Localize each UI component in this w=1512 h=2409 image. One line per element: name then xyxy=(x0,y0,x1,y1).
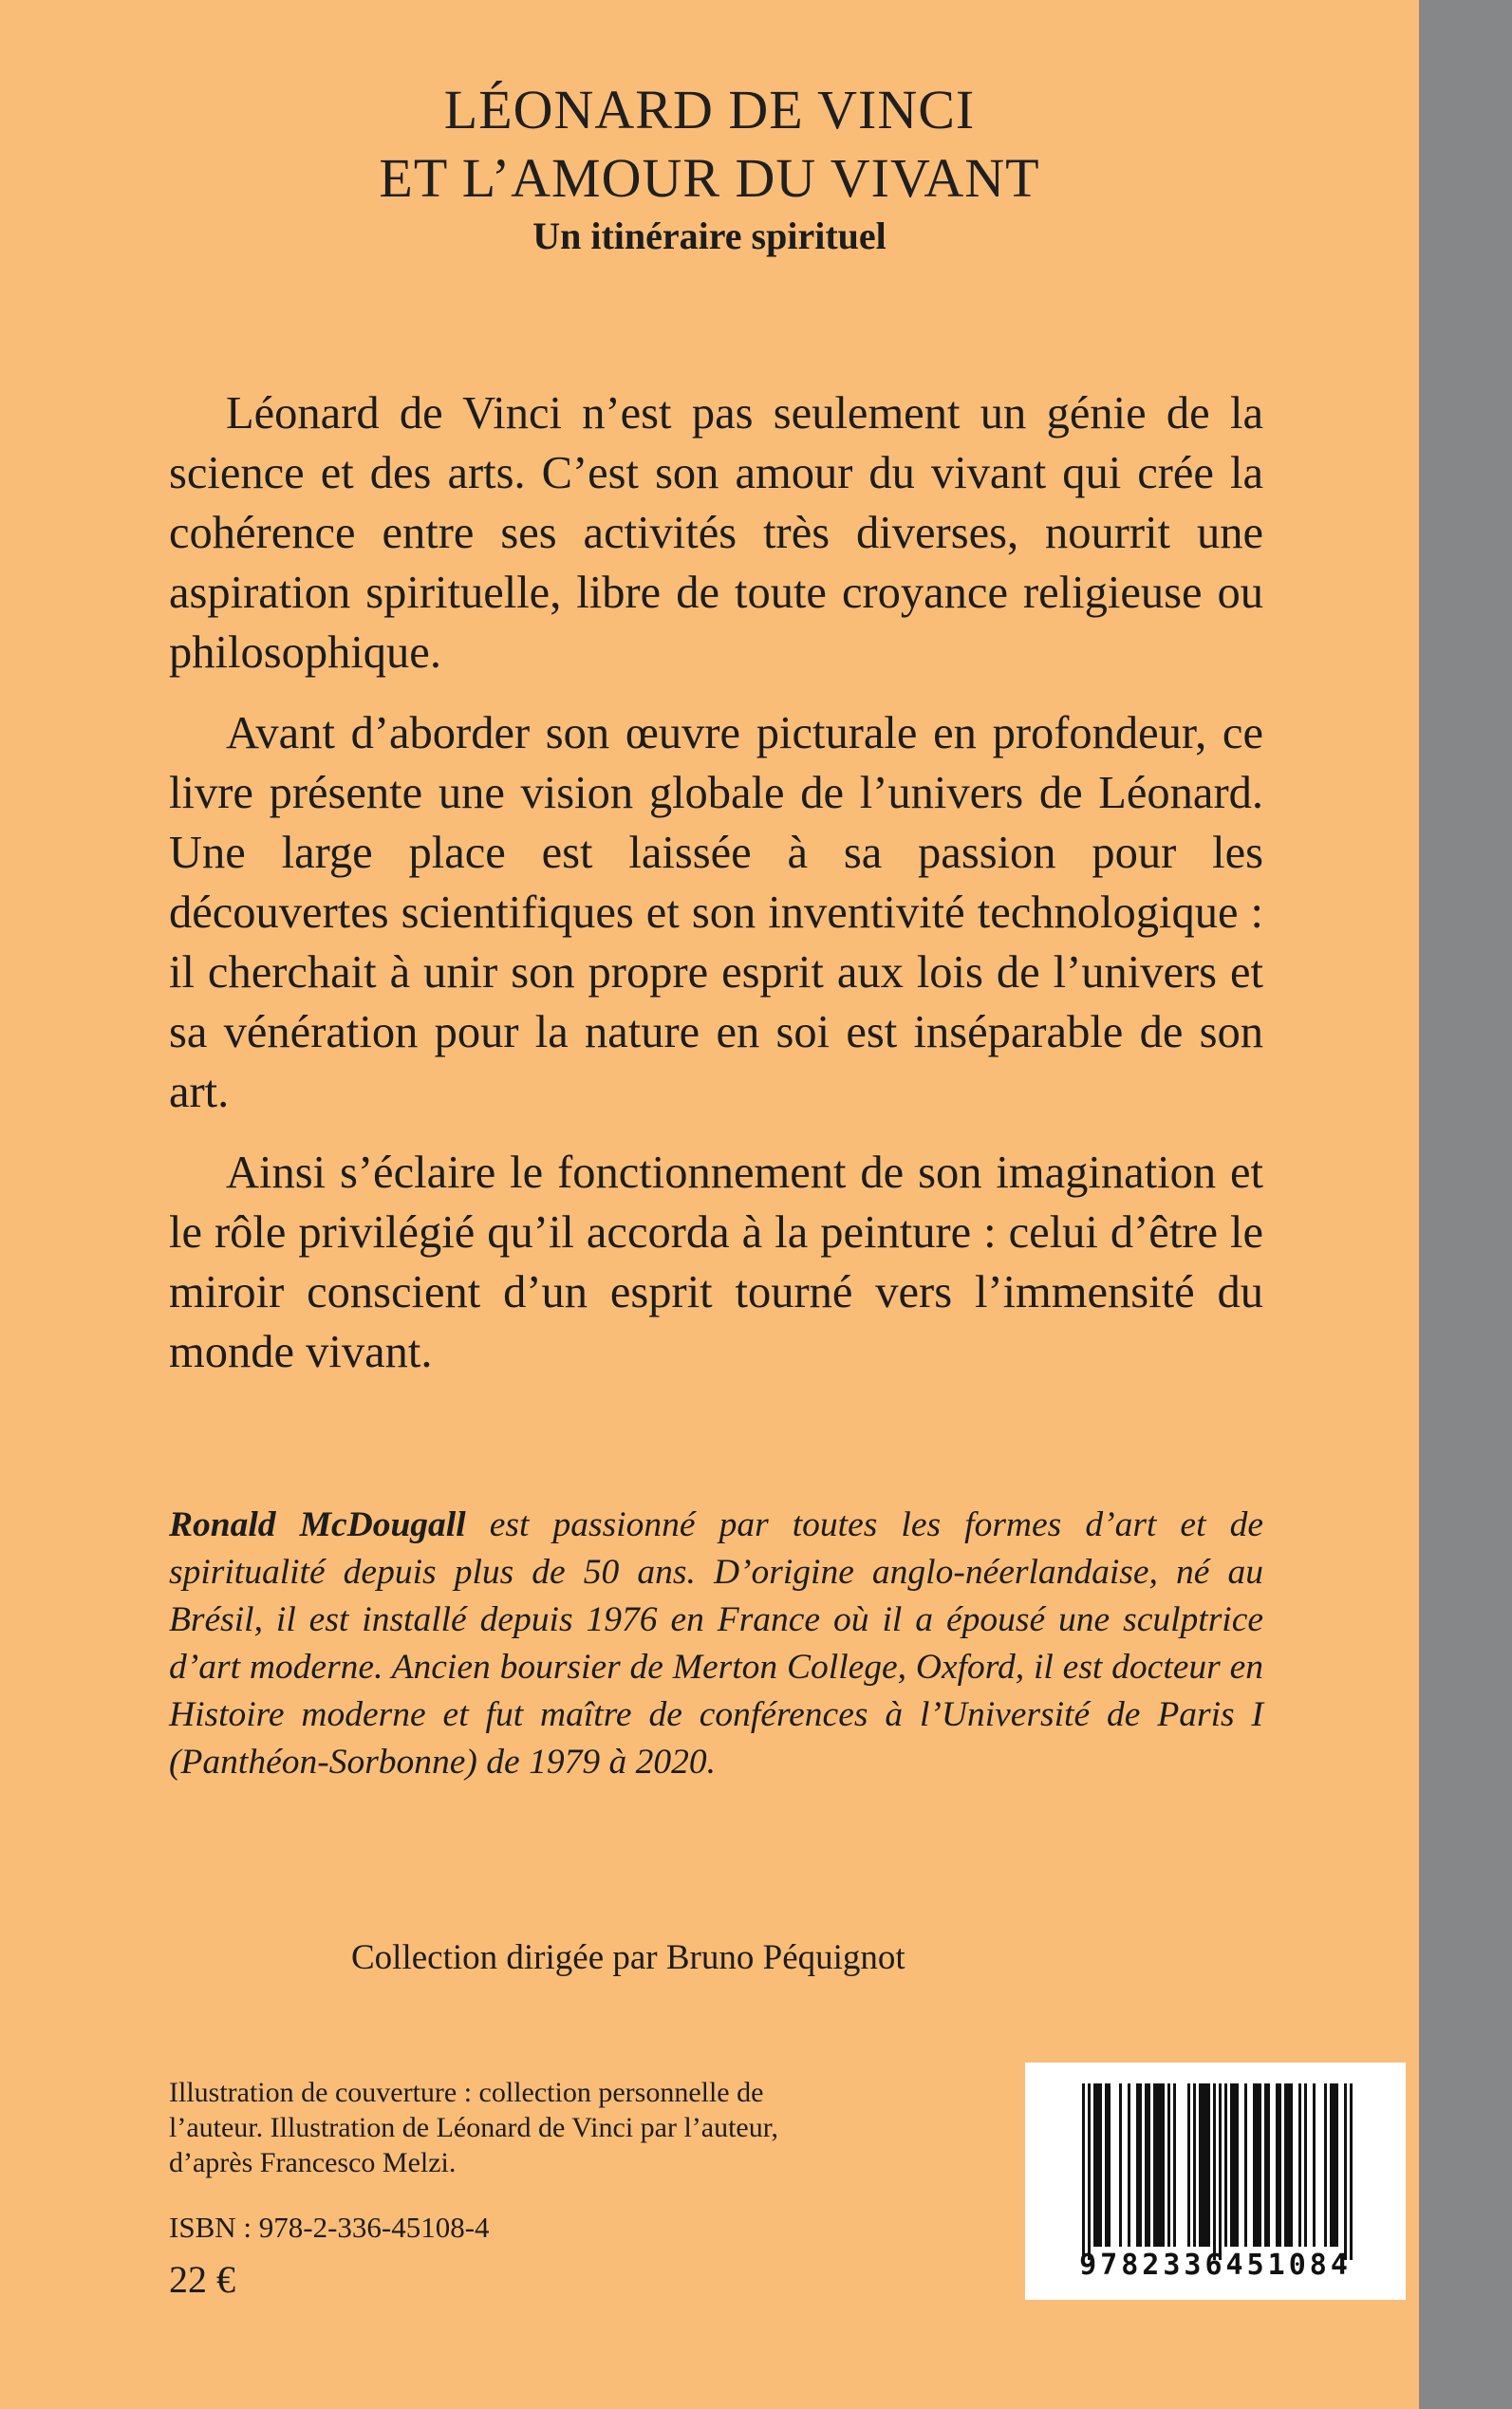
barcode-bar xyxy=(1213,2083,1216,2260)
barcode-bar xyxy=(1093,2083,1096,2247)
barcode-bar xyxy=(1253,2083,1256,2247)
barcode-bar xyxy=(1267,2083,1270,2247)
barcode-bar xyxy=(1153,2083,1156,2247)
barcode-bar xyxy=(1313,2083,1316,2247)
barcode-bar xyxy=(1324,2083,1327,2247)
barcode-bar xyxy=(1096,2083,1099,2247)
barcode-bar xyxy=(1279,2083,1281,2247)
barcode-bar xyxy=(1290,2083,1293,2247)
barcode-bar xyxy=(1088,2083,1091,2260)
barcode-bar xyxy=(1139,2083,1142,2247)
barcode-bar xyxy=(1119,2083,1122,2247)
barcode-bar xyxy=(1148,2083,1150,2247)
barcode-digits: 9782336451084 xyxy=(1079,2249,1352,2282)
barcode-bar xyxy=(1199,2083,1202,2247)
barcode-bar xyxy=(1099,2083,1102,2247)
barcode-bar xyxy=(1167,2083,1170,2247)
author-bio-text: est passionné par toutes les formes d’art et de spiritualité depuis plus de 50 ans. D’origine anglo-néerlandaise, né au Brésil, il est installé depuis 1976 en France où il a épousé une sculptrice d’art moderne. Ancien boursier de Merton College, Oxford, il est docteur en Histoire moderne et fut maître de conférences à l’Université de Paris I (Panthéon-Sorbonne) de 1979 à 2020. xyxy=(169,1505,1263,1782)
spine-strip xyxy=(1419,0,1512,2409)
author-name: Ronald McDougall xyxy=(169,1505,466,1544)
barcode-bar xyxy=(1335,2083,1338,2247)
barcode-bar xyxy=(1207,2083,1210,2247)
book-title-line-2: ET L’AMOUR DU VIVANT xyxy=(379,147,1040,209)
barcode-bar xyxy=(1128,2083,1130,2247)
blurb-paragraph-3: Ainsi s’éclaire le fonctionnement de son imagination et le rôle privilégié qu’il accorda à la peinture : celui d’être le miroir conscient d’un esprit tourné vers l’immensité du monde vivant. xyxy=(169,1148,1263,1377)
barcode-bar xyxy=(1287,2083,1290,2247)
blurb xyxy=(169,383,1263,1403)
barcode-bar xyxy=(1304,2083,1307,2247)
barcode-bar xyxy=(1233,2083,1236,2247)
barcode-bar xyxy=(1193,2083,1196,2247)
barcode-bar xyxy=(1344,2083,1347,2260)
barcode-bar xyxy=(1236,2083,1239,2247)
barcode-bar xyxy=(1333,2083,1335,2247)
price: 22 € xyxy=(169,2258,235,2301)
isbn: ISBN : 978-2-336-45108-4 xyxy=(169,2211,490,2244)
barcode-bar xyxy=(1162,2083,1165,2247)
barcode-bar xyxy=(1108,2083,1111,2247)
author-bio xyxy=(169,1502,1263,1786)
barcode-bar xyxy=(1082,2083,1085,2260)
barcode-bar xyxy=(1244,2083,1247,2247)
barcode-bar xyxy=(1159,2083,1162,2247)
collection-credit: Collection dirigée par Bruno Péquignot xyxy=(351,1938,905,1977)
blurb-paragraph-2: Avant d’aborder son œuvre picturale en profondeur, ce livre présente une vision globale de l’univers de Léonard. Une large place est laissée à sa passion pour les découvertes scientifiques et son inventivité technologique : il cherchait à unir son propre esprit aux lois de l’univers et sa vénération pour la nature en soi est inséparable de son art. xyxy=(169,708,1263,1117)
barcode-bar xyxy=(1264,2083,1267,2247)
title-block xyxy=(0,76,1419,260)
barcode-bar xyxy=(1224,2083,1227,2247)
illustration-credits: Illustration de couverture : collection personnelle de l’auteur. Illustration de Léonard de Vinci par l’auteur, d’après Francesco Melzi. xyxy=(169,2077,779,2178)
barcode-bar xyxy=(1276,2083,1279,2247)
barcode-bar xyxy=(1350,2083,1353,2260)
book-subtitle: Un itinéraire spirituel xyxy=(532,215,887,257)
barcode-bar xyxy=(1259,2083,1261,2247)
barcode-bar xyxy=(1298,2083,1301,2247)
barcode-bar xyxy=(1187,2083,1190,2247)
barcode-bar xyxy=(1105,2083,1108,2247)
barcode-bar xyxy=(1145,2083,1148,2247)
book-title-line-1: LÉONARD DE VINCI xyxy=(443,79,976,140)
barcode-bar xyxy=(1230,2083,1233,2247)
barcode xyxy=(1025,2063,1406,2300)
barcode-bar xyxy=(1202,2083,1204,2247)
barcode-bar xyxy=(1156,2083,1159,2247)
blurb-paragraph-1: Léonard de Vinci n’est pas seulement un génie de la science et des arts. C’est son amour du vivant qui crée la cohérence entre ses activités très diverses, nourrit une aspiration spirituelle, libre de toute croyance religieuse ou philosophique. xyxy=(169,388,1263,678)
barcode-bar xyxy=(1330,2083,1333,2247)
barcode-bar xyxy=(1256,2083,1259,2247)
barcode-bar xyxy=(1219,2083,1222,2260)
barcode-bar xyxy=(1284,2083,1287,2247)
barcode-bar xyxy=(1173,2083,1176,2247)
barcode-bar xyxy=(1204,2083,1207,2247)
barcode-bar xyxy=(1136,2083,1139,2247)
